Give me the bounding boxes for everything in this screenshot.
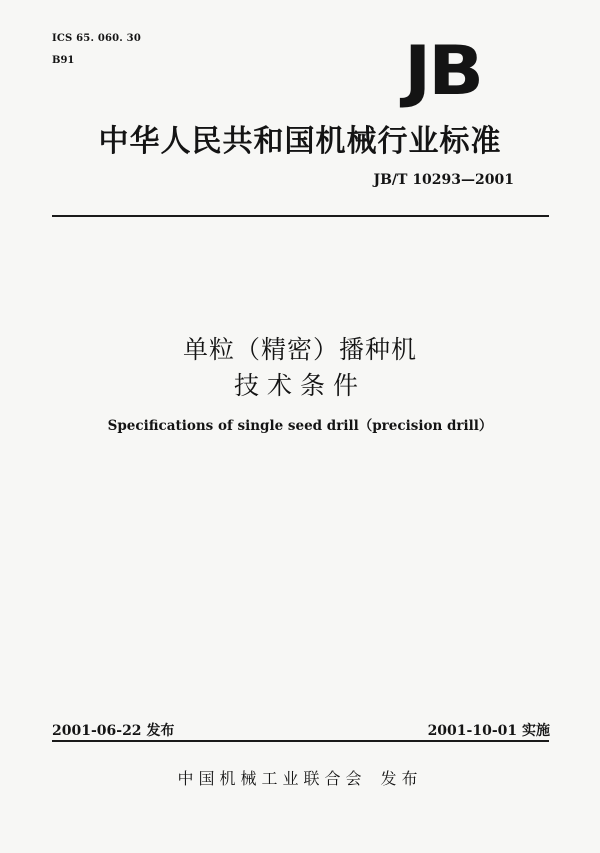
document-title-line1: 单粒（精密）播种机 (182, 335, 417, 364)
document-title-english: Specifications of single seed drill（precision drill） (107, 418, 493, 434)
issue-date-value: 2001-06-22 (52, 723, 142, 739)
ccs-code: B91 (52, 55, 75, 66)
ics-code: ICS 65. 060. 30 (52, 33, 141, 44)
implementation-date-value: 2001-10-01 (427, 723, 518, 739)
publisher-line (0, 766, 600, 789)
document-title-line2: 技术条件 (233, 371, 366, 400)
standard-header: 中华人民共和国机械行业标准 (98, 124, 502, 159)
publisher-label: 发布 (380, 769, 423, 788)
jb-logo: JB (404, 32, 481, 111)
top-rule (52, 215, 549, 217)
implementation-date (428, 720, 550, 740)
issue-date-label: 发布 (146, 723, 175, 739)
bottom-rule (52, 740, 549, 742)
issue-date (52, 720, 174, 740)
implementation-date-label: 实施 (522, 723, 550, 739)
standard-number: JB/T 10293—2001 (373, 172, 514, 188)
publisher-name: 中国机械工业联合会 (177, 769, 367, 788)
